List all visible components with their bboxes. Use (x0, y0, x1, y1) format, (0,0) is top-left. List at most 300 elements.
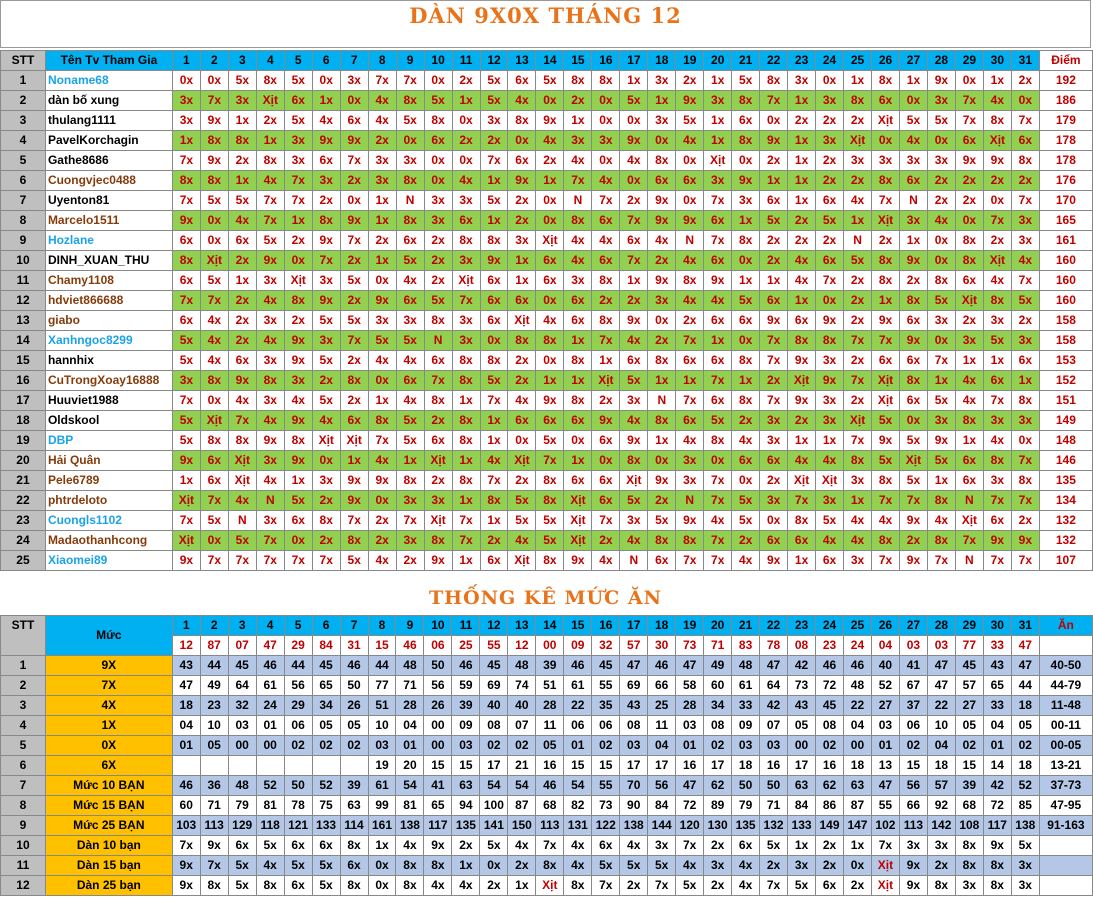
day-cell: 6x (536, 251, 564, 271)
day-header: 5 (284, 616, 312, 636)
day-cell: 8x (872, 71, 900, 91)
day-cell: 1x (927, 371, 955, 391)
day-cell: 2x (368, 231, 396, 251)
table-row (1, 431, 1093, 451)
stat-cell: 87 (508, 796, 536, 816)
stat-cell: 55 (871, 796, 899, 816)
stat-cell: 15 (899, 756, 927, 776)
day-cell: 8x (256, 71, 284, 91)
row-number: 4 (1, 131, 46, 151)
stat-cell: 2x (620, 876, 648, 896)
stat-cell: 32 (228, 696, 256, 716)
day-cell: 2x (340, 171, 368, 191)
stat-cell: 45 (955, 656, 983, 676)
stat-cell: 47 (927, 676, 955, 696)
stat-cell: 59 (452, 676, 480, 696)
day-cell: 2x (424, 251, 452, 271)
day-cell: 7x (704, 551, 732, 571)
stat-cell: 144 (648, 816, 676, 836)
day-cell: 2x (424, 231, 452, 251)
table-row (1, 71, 1093, 91)
row-number: 22 (1, 491, 46, 511)
day-cell: 4x (200, 351, 228, 371)
stat-cell: 57 (955, 676, 983, 696)
day-cell: 1x (788, 131, 816, 151)
day-cell: 2x (340, 291, 368, 311)
result-cell: 77 (955, 636, 983, 656)
stat-cell: 149 (816, 816, 844, 836)
day-cell: 7x (284, 551, 312, 571)
day-cell: 4x (1011, 251, 1039, 271)
stat-cell: 79 (228, 796, 256, 816)
day-cell: 1x (732, 271, 760, 291)
day-cell: 6x (480, 311, 508, 331)
day-cell: 8x (256, 151, 284, 171)
day-cell: 1x (284, 471, 312, 491)
stat-cell: 0x (368, 876, 396, 896)
day-cell: 3x (816, 491, 844, 511)
stat-cell: 10 (200, 716, 228, 736)
stat-cell: 3x (955, 876, 983, 896)
day-cell: 5x (732, 291, 760, 311)
day-header: 31 (1011, 616, 1039, 636)
day-cell: 5x (676, 111, 704, 131)
stat-cell: 09 (452, 716, 480, 736)
stat-cell: 2x (816, 836, 844, 856)
day-cell: 7x (844, 431, 872, 451)
result-cell: 83 (732, 636, 760, 656)
day-cell: 6x (788, 311, 816, 331)
day-cell: 7x (340, 331, 368, 351)
day-header: 15 (564, 616, 592, 636)
day-cell: 9x (899, 511, 927, 531)
result-cell: 15 (368, 636, 396, 656)
result-cell: 25 (452, 636, 480, 656)
day-cell: 6x (564, 311, 592, 331)
day-cell: 0x (648, 451, 676, 471)
stat-cell: 74 (508, 676, 536, 696)
stat-cell: 62 (816, 776, 844, 796)
stat-cell (284, 756, 312, 776)
stat-cell: 04 (927, 736, 955, 756)
day-cell: 0x (284, 251, 312, 271)
day-cell: 7x (1011, 451, 1039, 471)
day-cell: Xịt (564, 491, 592, 511)
stat-cell: 7x (536, 836, 564, 856)
member-name: Cuongvjec0488 (45, 171, 172, 191)
day-cell: 6x (648, 551, 676, 571)
day-cell: 6x (564, 471, 592, 491)
day-cell: 2x (368, 131, 396, 151)
day-cell: 4x (256, 471, 284, 491)
stat-cell: 47 (871, 776, 899, 796)
day-cell: 8x (899, 291, 927, 311)
stat-cell: 02 (704, 736, 732, 756)
day-header: 14 (536, 616, 564, 636)
result-cell: 87 (200, 636, 228, 656)
day-cell: 6x (872, 351, 900, 371)
day-cell: 7x (872, 491, 900, 511)
stat-cell: 45 (592, 656, 620, 676)
stat-cell (312, 756, 340, 776)
day-cell: 1x (564, 111, 592, 131)
day-cell: 2x (592, 531, 620, 551)
day-cell: 6x (340, 111, 368, 131)
an-range: 00-11 (1039, 716, 1092, 736)
day-cell: 2x (228, 311, 256, 331)
day-cell: 6x (872, 91, 900, 111)
day-cell: 8x (592, 311, 620, 331)
day-cell: 6x (816, 191, 844, 211)
stat-cell: 02 (284, 736, 312, 756)
row-number: 16 (1, 371, 46, 391)
day-cell: 5x (899, 431, 927, 451)
stat-cell: 7x (592, 876, 620, 896)
an-range: 11-48 (1039, 696, 1092, 716)
row-number: 3 (1, 111, 46, 131)
day-cell: 8x (788, 511, 816, 531)
day-cell: 9x (256, 431, 284, 451)
day-header: 19 (676, 616, 704, 636)
day-cell: Xịt (200, 411, 228, 431)
day-cell: 0x (648, 311, 676, 331)
level-label: 9X (45, 656, 172, 676)
day-cell: 1x (452, 491, 480, 511)
day-cell: 0x (452, 111, 480, 131)
day-cell: 8x (983, 291, 1011, 311)
day-cell: 7x (872, 191, 900, 211)
stat-cell: 8x (200, 876, 228, 896)
level-label: 6X (45, 756, 172, 776)
day-cell: 4x (564, 231, 592, 251)
day-cell: 8x (564, 351, 592, 371)
day-cell: 5x (284, 491, 312, 511)
member-name: thulang1111 (45, 111, 172, 131)
day-cell: 8x (955, 411, 983, 431)
stat-cell: 73 (788, 676, 816, 696)
stats-row (1, 676, 1093, 696)
stats-row (1, 796, 1093, 816)
day-header: 16 (592, 51, 620, 71)
result-cell: 84 (312, 636, 340, 656)
day-cell: 8x (480, 351, 508, 371)
day-cell: 3x (816, 411, 844, 431)
day-cell: 4x (564, 251, 592, 271)
day-cell: 6x (396, 371, 424, 391)
stat-cell: 8x (424, 856, 452, 876)
an-range: 40-50 (1039, 656, 1092, 676)
stat-cell: 24 (256, 696, 284, 716)
day-cell: Xịt (788, 371, 816, 391)
stat-cell: 94 (452, 796, 480, 816)
member-name: Hải Quân (45, 451, 172, 471)
table-row (1, 91, 1093, 111)
day-cell: Xịt (564, 511, 592, 531)
stat-cell: 48 (732, 656, 760, 676)
day-cell: 3x (676, 451, 704, 471)
day-cell: 4x (536, 311, 564, 331)
level-label: 7X (45, 676, 172, 696)
day-cell: 2x (844, 111, 872, 131)
day-header: 4 (256, 616, 284, 636)
day-header: 21 (732, 51, 760, 71)
day-cell: 2x (760, 371, 788, 391)
day-cell: 8x (200, 131, 228, 151)
name-header: Tên Tv Tham Gia (45, 51, 172, 71)
stat-cell: 0x (480, 856, 508, 876)
stat-cell: 7x (200, 856, 228, 876)
table-row (1, 291, 1093, 311)
day-cell: 8x (732, 391, 760, 411)
stat-cell: 3x (648, 836, 676, 856)
stt-header: STT (1, 51, 46, 71)
stat-cell: 26 (340, 696, 368, 716)
day-cell: 5x (312, 311, 340, 331)
stat-cell: 46 (172, 776, 200, 796)
stat-cell: 5x (760, 836, 788, 856)
stat-cell: 46 (648, 656, 676, 676)
stat-cell: 1x (452, 856, 480, 876)
stat-cell: 02 (312, 736, 340, 756)
day-cell: 2x (452, 131, 480, 151)
stat-cell: 04 (396, 716, 424, 736)
an-range: 00-05 (1039, 736, 1092, 756)
row-number: 25 (1, 551, 46, 571)
member-name: Cuongls1102 (45, 511, 172, 531)
day-cell: 8x (480, 491, 508, 511)
stat-cell: 04 (648, 736, 676, 756)
day-cell: 7x (620, 251, 648, 271)
stat-cell: 18 (172, 696, 200, 716)
stat-cell: 18 (1011, 696, 1039, 716)
day-cell: 9x (676, 91, 704, 111)
stat-cell: 18 (732, 756, 760, 776)
stat-cell: 1x (843, 836, 871, 856)
day-cell: 5x (536, 531, 564, 551)
day-cell: 3x (452, 191, 480, 211)
stat-cell: 9x (899, 856, 927, 876)
stat-cell: 16 (816, 756, 844, 776)
day-cell: 9x (368, 471, 396, 491)
stat-cell: 73 (592, 796, 620, 816)
stat-cell: 147 (843, 816, 871, 836)
stat-cell: 67 (899, 676, 927, 696)
stat-cell: 141 (480, 816, 508, 836)
stat-cell: 4x (620, 836, 648, 856)
day-cell: 8x (424, 311, 452, 331)
day-cell: 4x (983, 271, 1011, 291)
day-cell: 3x (983, 471, 1011, 491)
day-cell: 2x (676, 311, 704, 331)
an-range (1039, 836, 1092, 856)
day-cell: 5x (480, 71, 508, 91)
day-cell: 5x (508, 491, 536, 511)
stat-cell: 3x (927, 836, 955, 856)
stat-cell: 68 (536, 796, 564, 816)
day-cell: 1x (508, 271, 536, 291)
stat-cell: 15 (564, 756, 592, 776)
table-row (1, 351, 1093, 371)
day-cell: 6x (508, 71, 536, 91)
day-cell: 1x (732, 371, 760, 391)
day-cell: 5x (1011, 291, 1039, 311)
stat-cell: 44 (200, 656, 228, 676)
day-cell: 6x (592, 471, 620, 491)
day-cell: 5x (760, 211, 788, 231)
day-cell: 0x (424, 151, 452, 171)
stat-cell: 13 (871, 756, 899, 776)
day-cell: 5x (872, 411, 900, 431)
stat-cell: 52 (1011, 776, 1039, 796)
day-cell: 0x (536, 91, 564, 111)
day-cell: 3x (228, 91, 256, 111)
stat-cell: 02 (899, 736, 927, 756)
day-cell: 3x (256, 451, 284, 471)
stat-cell: 03 (228, 716, 256, 736)
day-cell: 3x (927, 151, 955, 171)
stat-cell: 41 (899, 656, 927, 676)
stat-cell: 138 (620, 816, 648, 836)
day-cell: 4x (927, 211, 955, 231)
stat-cell: 03 (676, 716, 704, 736)
day-cell: 2x (620, 291, 648, 311)
member-name: Oldskool (45, 411, 172, 431)
day-cell: 9x (536, 391, 564, 411)
day-cell: 7x (620, 211, 648, 231)
result-cell: 06 (424, 636, 452, 656)
table-row (1, 411, 1093, 431)
stat-cell: 60 (704, 676, 732, 696)
stat-cell: 81 (256, 796, 284, 816)
result-cell: 03 (899, 636, 927, 656)
day-cell: 2x (340, 251, 368, 271)
stat-cell: 6x (732, 836, 760, 856)
day-cell: 3x (480, 111, 508, 131)
day-header: 16 (592, 616, 620, 636)
day-cell: 1x (704, 331, 732, 351)
stat-cell: 46 (452, 656, 480, 676)
day-cell: 3x (424, 491, 452, 511)
day-cell: 8x (732, 231, 760, 251)
stat-cell: 28 (396, 696, 424, 716)
day-cell: 8x (200, 431, 228, 451)
stat-cell: 34 (704, 696, 732, 716)
day-cell: 7x (592, 331, 620, 351)
day-cell: 4x (592, 171, 620, 191)
day-cell: 1x (899, 231, 927, 251)
day-cell: 6x (200, 471, 228, 491)
day-cell: 8x (872, 171, 900, 191)
result-cell: 55 (480, 636, 508, 656)
stat-cell: 113 (200, 816, 228, 836)
stat-cell: 130 (704, 816, 732, 836)
day-cell: 3x (172, 371, 200, 391)
stat-cell: 44 (368, 656, 396, 676)
day-cell: 2x (732, 411, 760, 431)
stat-cell: 01 (983, 736, 1011, 756)
day-cell: 9x (955, 151, 983, 171)
stat-cell: 161 (368, 816, 396, 836)
table-row (1, 531, 1093, 551)
day-cell: 7x (200, 551, 228, 571)
stat-cell: 138 (1011, 816, 1039, 836)
member-name: dàn bố xung (45, 91, 172, 111)
day-cell: 7x (872, 551, 900, 571)
day-cell: 2x (564, 91, 592, 111)
stat-cell: 86 (816, 796, 844, 816)
stat-cell: 5x (312, 856, 340, 876)
row-number: 7 (1, 776, 46, 796)
day-cell: 4x (396, 351, 424, 371)
day-cell: 1x (480, 511, 508, 531)
member-name: Noname68 (45, 71, 172, 91)
stat-cell: 26 (424, 696, 452, 716)
stat-cell: 8x (983, 876, 1011, 896)
stat-cell: 1x (508, 876, 536, 896)
day-cell: 9x (983, 531, 1011, 551)
day-cell: 3x (368, 311, 396, 331)
day-cell: 7x (452, 291, 480, 311)
day-cell: 1x (788, 91, 816, 111)
day-cell: 9x (256, 251, 284, 271)
day-cell: 3x (899, 151, 927, 171)
stat-cell: 7x (172, 836, 200, 856)
day-cell: 5x (536, 431, 564, 451)
day-header: 30 (983, 51, 1011, 71)
stat-cell: 09 (732, 716, 760, 736)
day-cell: 2x (284, 311, 312, 331)
day-cell: 2x (844, 171, 872, 191)
table-row (1, 391, 1093, 411)
stat-cell: 1x (788, 836, 816, 856)
day-cell: 5x (927, 111, 955, 131)
day-cell: 4x (983, 431, 1011, 451)
day-cell: 3x (256, 511, 284, 531)
header-row (1, 51, 1093, 71)
day-cell: 7x (760, 331, 788, 351)
points-cell: 192 (1039, 71, 1092, 91)
day-cell: 2x (844, 291, 872, 311)
stat-cell: 16 (760, 756, 788, 776)
day-cell: 9x (340, 211, 368, 231)
day-cell: 2x (955, 311, 983, 331)
stat-cell: 45 (816, 696, 844, 716)
level-label: Dàn 10 bạn (45, 836, 172, 856)
day-cell: 4x (396, 391, 424, 411)
day-cell: 1x (480, 431, 508, 451)
stat-cell: 00 (228, 736, 256, 756)
day-cell: 7x (704, 531, 732, 551)
day-cell: 0x (200, 231, 228, 251)
day-cell: 2x (228, 251, 256, 271)
points-cell: 132 (1039, 511, 1092, 531)
day-header: 9 (396, 616, 424, 636)
stat-cell: 8x (983, 856, 1011, 876)
day-cell: 4x (676, 431, 704, 451)
stat-cell: 34 (312, 696, 340, 716)
stat-cell: 122 (592, 816, 620, 836)
stat-cell: 54 (508, 776, 536, 796)
stat-cell: 8x (396, 876, 424, 896)
day-cell: 6x (592, 491, 620, 511)
day-cell: 3x (368, 151, 396, 171)
day-cell: 3x (396, 491, 424, 511)
stat-cell: 43 (172, 656, 200, 676)
stat-cell: 8x (340, 836, 368, 856)
day-cell: 8x (228, 431, 256, 451)
day-cell: 7x (592, 191, 620, 211)
day-cell: 1x (564, 451, 592, 471)
